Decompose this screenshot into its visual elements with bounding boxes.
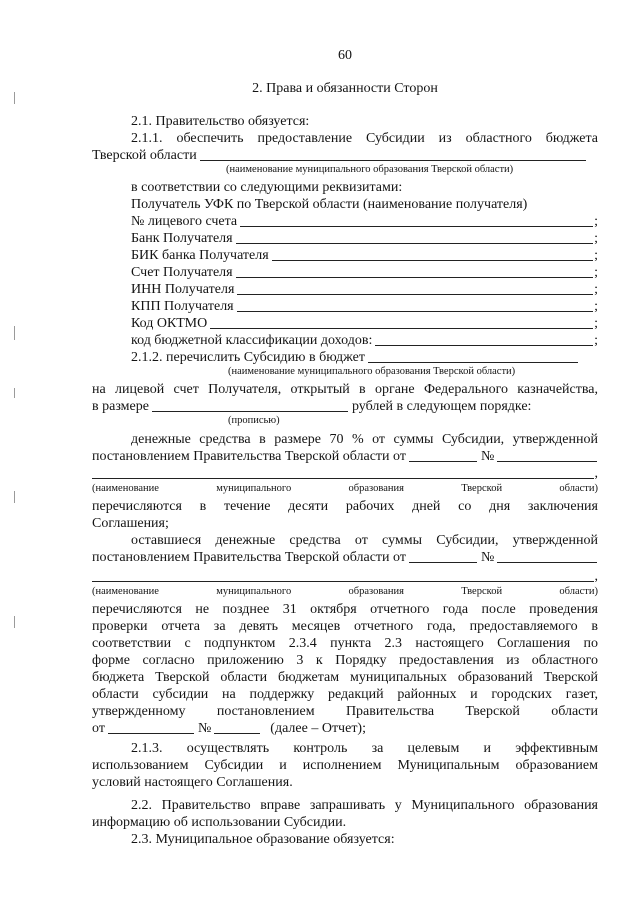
blank-field xyxy=(236,243,594,244)
caption-municipality: (наименование муниципального образования Тверской области) xyxy=(228,366,516,377)
text: постановлением Правительства Тверской области от xyxy=(92,550,406,565)
field-account-number xyxy=(131,213,598,230)
resolution-line-1 xyxy=(92,448,598,465)
caption-in-words: (прописью) xyxy=(228,415,280,426)
text: № xyxy=(197,721,212,736)
budget-line xyxy=(92,147,598,164)
paragraph-line: информацию об использовании Субсидии. xyxy=(92,815,347,830)
section-title: 2. Права и обязанности Сторон xyxy=(252,81,438,96)
blank-field xyxy=(236,277,594,278)
blank-field xyxy=(272,260,593,261)
requisites-intro: в соответствии со следующими реквизитами: xyxy=(131,180,403,195)
field-label: Банк Получателя xyxy=(131,231,233,246)
field-kpp xyxy=(131,298,598,315)
field-label: Код ОКТМО xyxy=(131,316,208,331)
paragraph-line: условий настоящего Соглашения. xyxy=(92,775,293,790)
text: в размере xyxy=(92,399,149,414)
transfer-10-days: перечисляются в течение десяти рабочих дней со дня заключения xyxy=(92,499,598,514)
paragraph-line: бюджета Тверской области бюджетам муниципальных образований Тверской xyxy=(92,670,598,685)
field-bik xyxy=(131,247,598,264)
blank-field-amount xyxy=(152,411,348,412)
blank-field-date xyxy=(108,733,194,734)
blank-field xyxy=(240,226,593,227)
punct: ; xyxy=(594,282,598,297)
blank-field-number xyxy=(497,461,597,462)
punct: , xyxy=(594,466,598,481)
amount-line xyxy=(92,398,598,415)
blank-field-budget xyxy=(368,362,578,363)
field-oktmo xyxy=(131,315,598,332)
text: рублей в следующем порядке: xyxy=(351,399,532,414)
report-line xyxy=(92,720,598,737)
punct: , xyxy=(594,569,598,584)
paragraph-line: использованием Субсидии и исполнением Муниципальным образованием xyxy=(92,758,598,773)
field-label: БИК банка Получателя xyxy=(131,248,269,263)
blank-field-date xyxy=(409,562,477,563)
field-label: № лицевого счета xyxy=(131,214,238,229)
municipality-line-1 xyxy=(92,465,598,482)
text: 2.1.2. перечислить Субсидию в бюджет xyxy=(131,350,365,365)
paragraph-line: форме согласно приложению 3 к Порядку предоставления из областного xyxy=(92,653,598,668)
blank-field xyxy=(237,311,593,312)
field-label: код бюджетной классификации доходов: xyxy=(131,333,373,348)
punct: ; xyxy=(594,214,598,229)
punct: ; xyxy=(594,248,598,263)
clause-2-1: 2.1. Правительство обязуется: xyxy=(131,114,310,129)
page-number: 60 xyxy=(338,48,352,63)
field-label: Счет Получателя xyxy=(131,265,233,280)
tranche-remaining: оставшиеся денежные средства от суммы Субсидии, утвержденной xyxy=(131,533,598,548)
blank-field-municipality xyxy=(92,581,594,582)
text: постановлением Правительства Тверской области от xyxy=(92,449,406,464)
paragraph-line: проверки отчета за девять месяцев отчетного года, предоставляемого в xyxy=(92,619,598,634)
punct: ; xyxy=(594,299,598,314)
field-recipient-account xyxy=(131,264,598,281)
municipality-line-2 xyxy=(92,568,598,585)
resolution-line-2 xyxy=(92,549,598,566)
field-kbk xyxy=(131,332,598,349)
clause-2-1-3: 2.1.3. осуществлять контроль за целевым и эффективным xyxy=(131,741,598,756)
text: № xyxy=(480,449,495,464)
blank-field xyxy=(210,328,593,329)
blank-field-number xyxy=(497,562,597,563)
text: от xyxy=(92,721,105,736)
caption-municipality-split: (наименование муниципального образования Тверской области) xyxy=(92,483,598,494)
blank-field xyxy=(237,294,593,295)
punct: ; xyxy=(594,265,598,280)
field-inn xyxy=(131,281,598,298)
clause-2-3: 2.3. Муниципальное образование обязуется: xyxy=(131,832,395,847)
clause-2-1-2 xyxy=(131,349,598,366)
clause-2-2: 2.2. Правительство вправе запрашивать у Муниципального образования xyxy=(131,798,598,813)
paragraph-line: области субсидии на поддержку редакций районных и городских газет, xyxy=(92,687,598,702)
scan-margin-mark xyxy=(14,616,15,628)
paragraph-line: перечисляются не позднее 31 октября отчетного года после проведения xyxy=(92,602,598,617)
treasury-line: на лицевой счет Получателя, открытый в органе Федерального казначейства, xyxy=(92,382,598,397)
punct: ; xyxy=(594,316,598,331)
punct: ; xyxy=(594,333,598,348)
blank-field-number xyxy=(214,733,260,734)
scan-margin-mark xyxy=(14,388,15,398)
punct: ; xyxy=(594,231,598,246)
blank-field-municipality xyxy=(92,478,594,479)
caption-municipality: (наименование муниципального образования Тверской области) xyxy=(226,164,514,175)
clause-2-1-1: 2.1.1. обеспечить предоставление Субсидии из областного бюджета xyxy=(131,131,598,146)
blank-field-municipality xyxy=(200,160,586,161)
field-label: ИНН Получателя xyxy=(131,282,235,297)
field-recipient-bank xyxy=(131,230,598,247)
tranche-70: денежные средства в размере 70 % от суммы Субсидии, утвержденной xyxy=(131,432,598,447)
blank-field-date xyxy=(409,461,477,462)
scan-margin-mark xyxy=(14,491,15,503)
paragraph-line: утвержденному постановлением Правительства Тверской области xyxy=(92,704,598,719)
recipient-ufk: Получатель УФК по Тверской области (наименование получателя) xyxy=(131,197,528,212)
caption-municipality-split: (наименование муниципального образования Тверской области) xyxy=(92,586,598,597)
scan-margin-mark xyxy=(14,326,15,340)
blank-field xyxy=(375,345,593,346)
field-label: КПП Получателя xyxy=(131,299,234,314)
paragraph-line: соответствии с подпунктом 2.3.4 пункта 2.3 настоящего Соглашения по xyxy=(92,636,598,651)
scan-margin-mark xyxy=(14,92,15,104)
text: № xyxy=(480,550,495,565)
text: (далее – Отчет); xyxy=(270,721,366,736)
text: Тверской области xyxy=(92,148,197,163)
agreement-word: Соглашения; xyxy=(92,516,169,531)
